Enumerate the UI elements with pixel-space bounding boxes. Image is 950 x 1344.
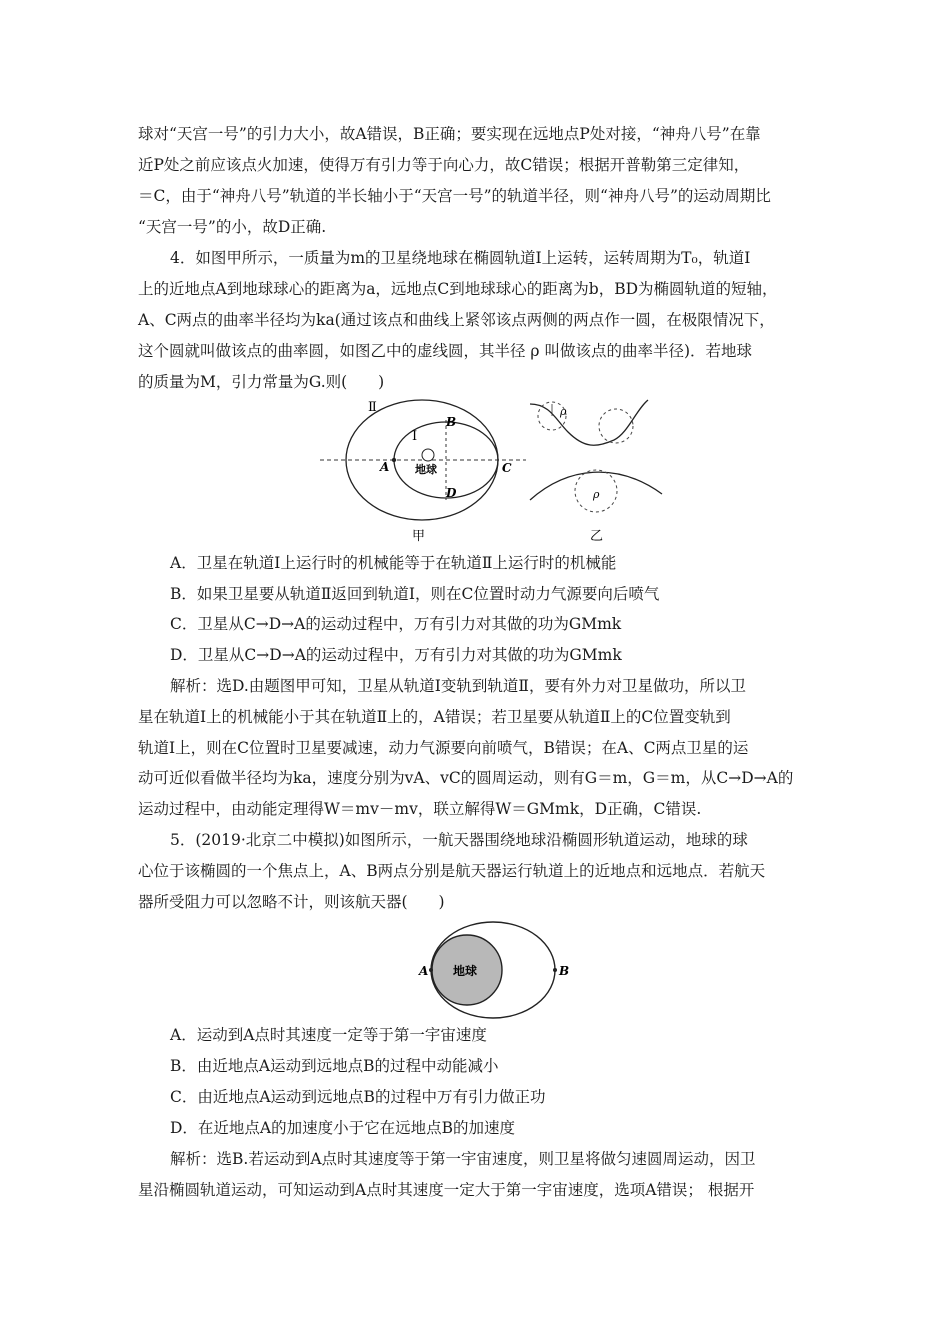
- option-c: C．卫星从C→D→A的运动过程中，万有引力对其做的功为GMmk: [170, 615, 622, 633]
- point-a-dot: [392, 458, 396, 462]
- question-4-line: 的质量为M，引力常量为G.则( ): [138, 373, 385, 391]
- answer-4-line: 动可近似看做半径均为ka，速度分别为vA、vC的圆周运动，则有G＝m，G＝m，从C→D→A的: [138, 769, 794, 787]
- point-b-label: B: [446, 415, 457, 429]
- question-4-line: 4．如图甲所示，一质量为m的卫星绕地球在椭圆轨道Ⅰ上运转，运转周期为T₀，轨道Ⅰ: [170, 249, 751, 267]
- earth-circle: [422, 449, 434, 461]
- question-4-line: A、C两点的曲率半径均为ka(通过该点和曲线上紧邻该点两侧的两点作一圆，在极限情况下，: [138, 311, 775, 329]
- answer-4-line: 运动过程中，由动能定理得W＝mv－mv，联立解得W＝GMmk，D正确，C错误.: [138, 800, 702, 818]
- point-b-dot: [553, 968, 557, 972]
- option-d: D．卫星从C→D→A的运动过程中，万有引力对其做的功为GMmk: [170, 646, 622, 664]
- earth-label: 地球: [415, 463, 437, 476]
- point-a-label: A: [419, 964, 429, 978]
- question-4-line: 这个圆就叫做该点的曲率圆，如图乙中的虚线圆，其半径 ρ 叫做该点的曲率半径)．若地球: [138, 342, 753, 360]
- question-5-line: 5．(2019·北京二中模拟)如图所示，一航天器围绕地球沿椭圆形轨道运动，地球的球: [170, 831, 748, 849]
- question-5-line: 器所受阻力可以忽略不计，则该航天器( ): [138, 893, 445, 911]
- text-line: 近P处之前应该点火加速，使得万有引力等于向心力，故C错误；根据开普勒第三定律知，: [138, 156, 750, 174]
- figure-jia: [318, 396, 528, 546]
- figure-yi: [528, 396, 668, 546]
- wave-curve: [530, 400, 648, 445]
- text-line: 球对“天宫一号”的引力大小，故A错误，B正确；要实现在远地点P处对接，“神舟八号”在靠: [138, 125, 761, 143]
- option-a: A．卫星在轨道Ⅰ上运行时的机械能等于在轨道Ⅱ上运行时的机械能: [170, 554, 617, 572]
- orbit-2-label: Ⅱ: [368, 400, 377, 415]
- text-line: ＝C，由于“神舟八号”轨道的半长轴小于“天宫一号”的轨道半径，则“神舟八号”的运动周期比: [138, 187, 771, 205]
- answer-4-line: 星在轨道Ⅰ上的机械能小于其在轨道Ⅱ上的，A错误；若卫星要从轨道Ⅱ上的C位置变轨到: [138, 708, 731, 726]
- question-4-line: 上的近地点A到地球球心的距离为a，远地点C到地球球心的距离为b，BD为椭圆轨道的短轴，: [138, 280, 778, 298]
- option-c: C．由近地点A运动到远地点B的过程中万有引力做正功: [170, 1088, 546, 1106]
- option-b: B．如果卫星要从轨道Ⅱ返回到轨道Ⅰ，则在C位置时动力气源要向后喷气: [170, 585, 660, 603]
- point-a-dot: [429, 968, 433, 972]
- answer-5-line: 解析：选B.若运动到A点时其速度等于第一宇宙速度，则卫星将做匀速圆周运动，因卫: [170, 1150, 756, 1168]
- answer-4-line: 轨道Ⅰ上，则在C位置时卫星要减速，动力气源要向前喷气，B错误；在A、C两点卫星的运: [138, 739, 749, 757]
- answer-4-line: 解析：选D.由题图甲可知，卫星从轨道Ⅰ变轨到轨道Ⅱ，要有外力对卫星做功，所以卫: [170, 677, 746, 695]
- text-line: “天宫一号”的小，故D正确.: [138, 218, 327, 236]
- option-b: B．由近地点A运动到远地点B的过程中动能减小: [170, 1057, 499, 1075]
- figure-q5: [415, 918, 575, 1022]
- caption-yi: 乙: [590, 529, 604, 544]
- question-5-line: 心位于该椭圆的一个焦点上，A、B两点分别是航天器运行轨道上的近地点和远地点．若航天: [138, 862, 766, 880]
- orbit-1-label: Ⅰ: [412, 429, 418, 444]
- point-c-label: C: [502, 461, 512, 475]
- answer-5-line: 星沿椭圆轨道运动，可知运动到A点时其速度一定大于第一宇宙速度，选项A错误； 根据开: [138, 1181, 755, 1199]
- rho-label: ρ: [593, 488, 600, 501]
- rho-label: ρ: [560, 405, 567, 418]
- option-d: D．在近地点A的加速度小于它在远地点B的加速度: [170, 1119, 516, 1137]
- point-a-label: A: [380, 460, 390, 474]
- option-a: A．运动到A点时其速度一定等于第一宇宙速度: [170, 1026, 487, 1044]
- point-d-label: D: [446, 486, 457, 500]
- caption-jia: 甲: [412, 529, 426, 544]
- earth-label: 地球: [453, 964, 478, 978]
- point-b-label: B: [559, 964, 570, 978]
